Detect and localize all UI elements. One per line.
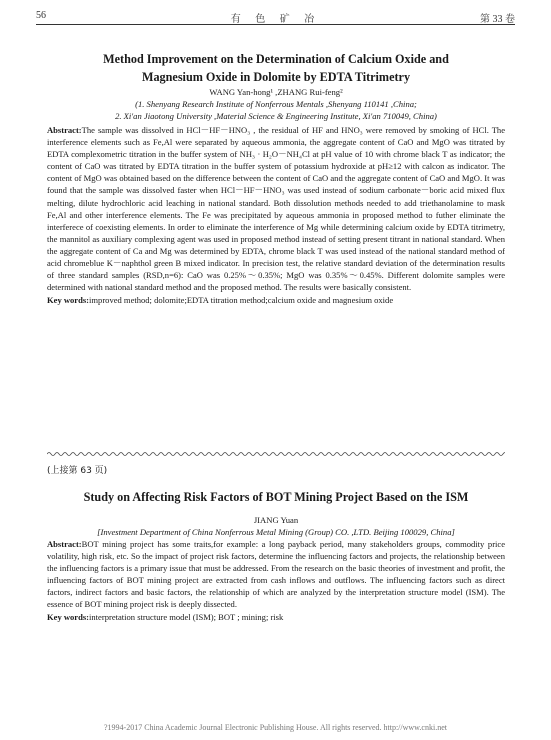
article-2-affiliation: [Investment Department of China Nonferrous Metal Mining (Group) CO. ,LTD. Beijing 100029, China]: [97, 527, 455, 537]
article-2-author: JIANG Yuan: [253, 515, 299, 525]
article-1-title: [47, 50, 505, 86]
article-2-keywords: [47, 611, 505, 623]
keywords-label: Key words:: [47, 611, 90, 622]
article-1-authors: WANG Yan-hong¹ ,ZHANG Rui-feng²: [209, 87, 343, 97]
article-2-abstract: [47, 538, 505, 611]
article-1-abstract: [47, 124, 505, 293]
article-1-affiliation-1: (1. Shenyang Research Institute of Nonferrous Mentals ,Shenyang 110141 ,China;: [135, 99, 417, 109]
abstract-text: BOT mining project has some traits,for example: a long payback period, many stakeholders groups, commodity price volatility, high risk, etc. So the impact of project risk factors, determine the influencing factors and projects, the relationship between the influencing factors is a primary issue that must be addressed. From the research on the basic theories of investment and profit, the influencing factors of BOT mining project are extracted from cash inflows and outflows. The influencing factors such as direct factors, indirect factors and basic factors, the relationship of which are analyzed by the interpretation structure model (ISM). The essence of BOT mining project risk is deeply dissected.: [47, 539, 505, 610]
abstract-label: Abstract:: [47, 539, 82, 549]
keywords-label: Key words:: [47, 295, 90, 306]
volume-label: 第 33 卷: [480, 14, 515, 25]
copyright-footer: ?1994-2017 China Academic Journal Electronic Publishing House. All rights reserved. http://www.cnki.net: [104, 723, 447, 732]
header-rule: [36, 24, 515, 25]
wavy-divider: [47, 451, 505, 457]
page-number: 56: [36, 10, 46, 21]
article-2: [47, 488, 505, 623]
keywords-text: interpretation structure model (ISM); BOT ; mining; risk: [89, 611, 284, 622]
article-2-title: Study on Affecting Risk Factors of BOT Mining Project Based on the ISM: [83, 490, 469, 504]
journal-name: 有 色 矿 冶: [230, 14, 321, 25]
article-1-title-line-1: Method Improvement on the Determination of Calcium Oxide and: [103, 52, 449, 66]
article-1-title-line-2: Magnesium Oxide in Dolomite by EDTA Titrimetry: [141, 70, 411, 84]
keywords-text: improved method; dolomite;EDTA titration method;calcium oxide and magnesium oxide: [89, 295, 394, 306]
continued-from-note: (上接第 63 页): [47, 466, 108, 476]
abstract-text: The sample was dissolved in HCl－HF－HNO₃ , the residual of HF and HNO₃ were removed by smoking of HCl. The interference elements such as Fe,Al were separated by aqueous ammonia, the aggregate content of CaO and MgO was titrated by EDTA complexometric titration in the buffer system of NH₃ · H₂O－NH₄Cl at pH value of 10 with chrome black T as indicator; the content of CaO was titrated by EDTA titration in the buffer system of potassium hydroxide at pH≥12 with calcon as indicator. The content of MgO was obtained based on the difference between the content of CaO and the aggregate content of CaO and MgO. It was found that the sample was dissolved faster when HCl－HF－HNO₃ was used instead of sodium carbonate－boric acid mixed flux melting, dilute hydrochloric acid leaching in national standard. Both dissolution methods needed to add triethanolamine to mask Fe,Al and other interference elements. The Fe was precipitated by aqueous ammonia in proposed method to futher eliminate the interferece of coexisting elements. In order to eliminate the interference of Mg while determining calcium oxide by EDTA titrimetry, the mannitol as auxiliary complexing agent was used in proposed method instead of setting present titrant in national standard. When the aggregate content of Ca and Mg was determined by EDTA, chrome black T was used instead of the national standard method of acid chromeblue K－naphthol green B mixed indicator. In precision test, the relative standard deviation of the determination results of three standard samples (RSD,n=6): CaO was 0.25%～0.35%; MgO was 0.35%～0.45%. Different dolomite samples were determined with national standard method and the proposed method. The results were basically consistent.: [47, 125, 505, 293]
article-1-affiliation-2: 2. Xi'an Jiaotong University ,Material Science & Engineering Institute, Xi'an 710049, China): [115, 111, 437, 121]
article-1: [47, 50, 505, 306]
article-1-keywords: [47, 294, 505, 306]
abstract-label: Abstract:: [47, 125, 82, 135]
